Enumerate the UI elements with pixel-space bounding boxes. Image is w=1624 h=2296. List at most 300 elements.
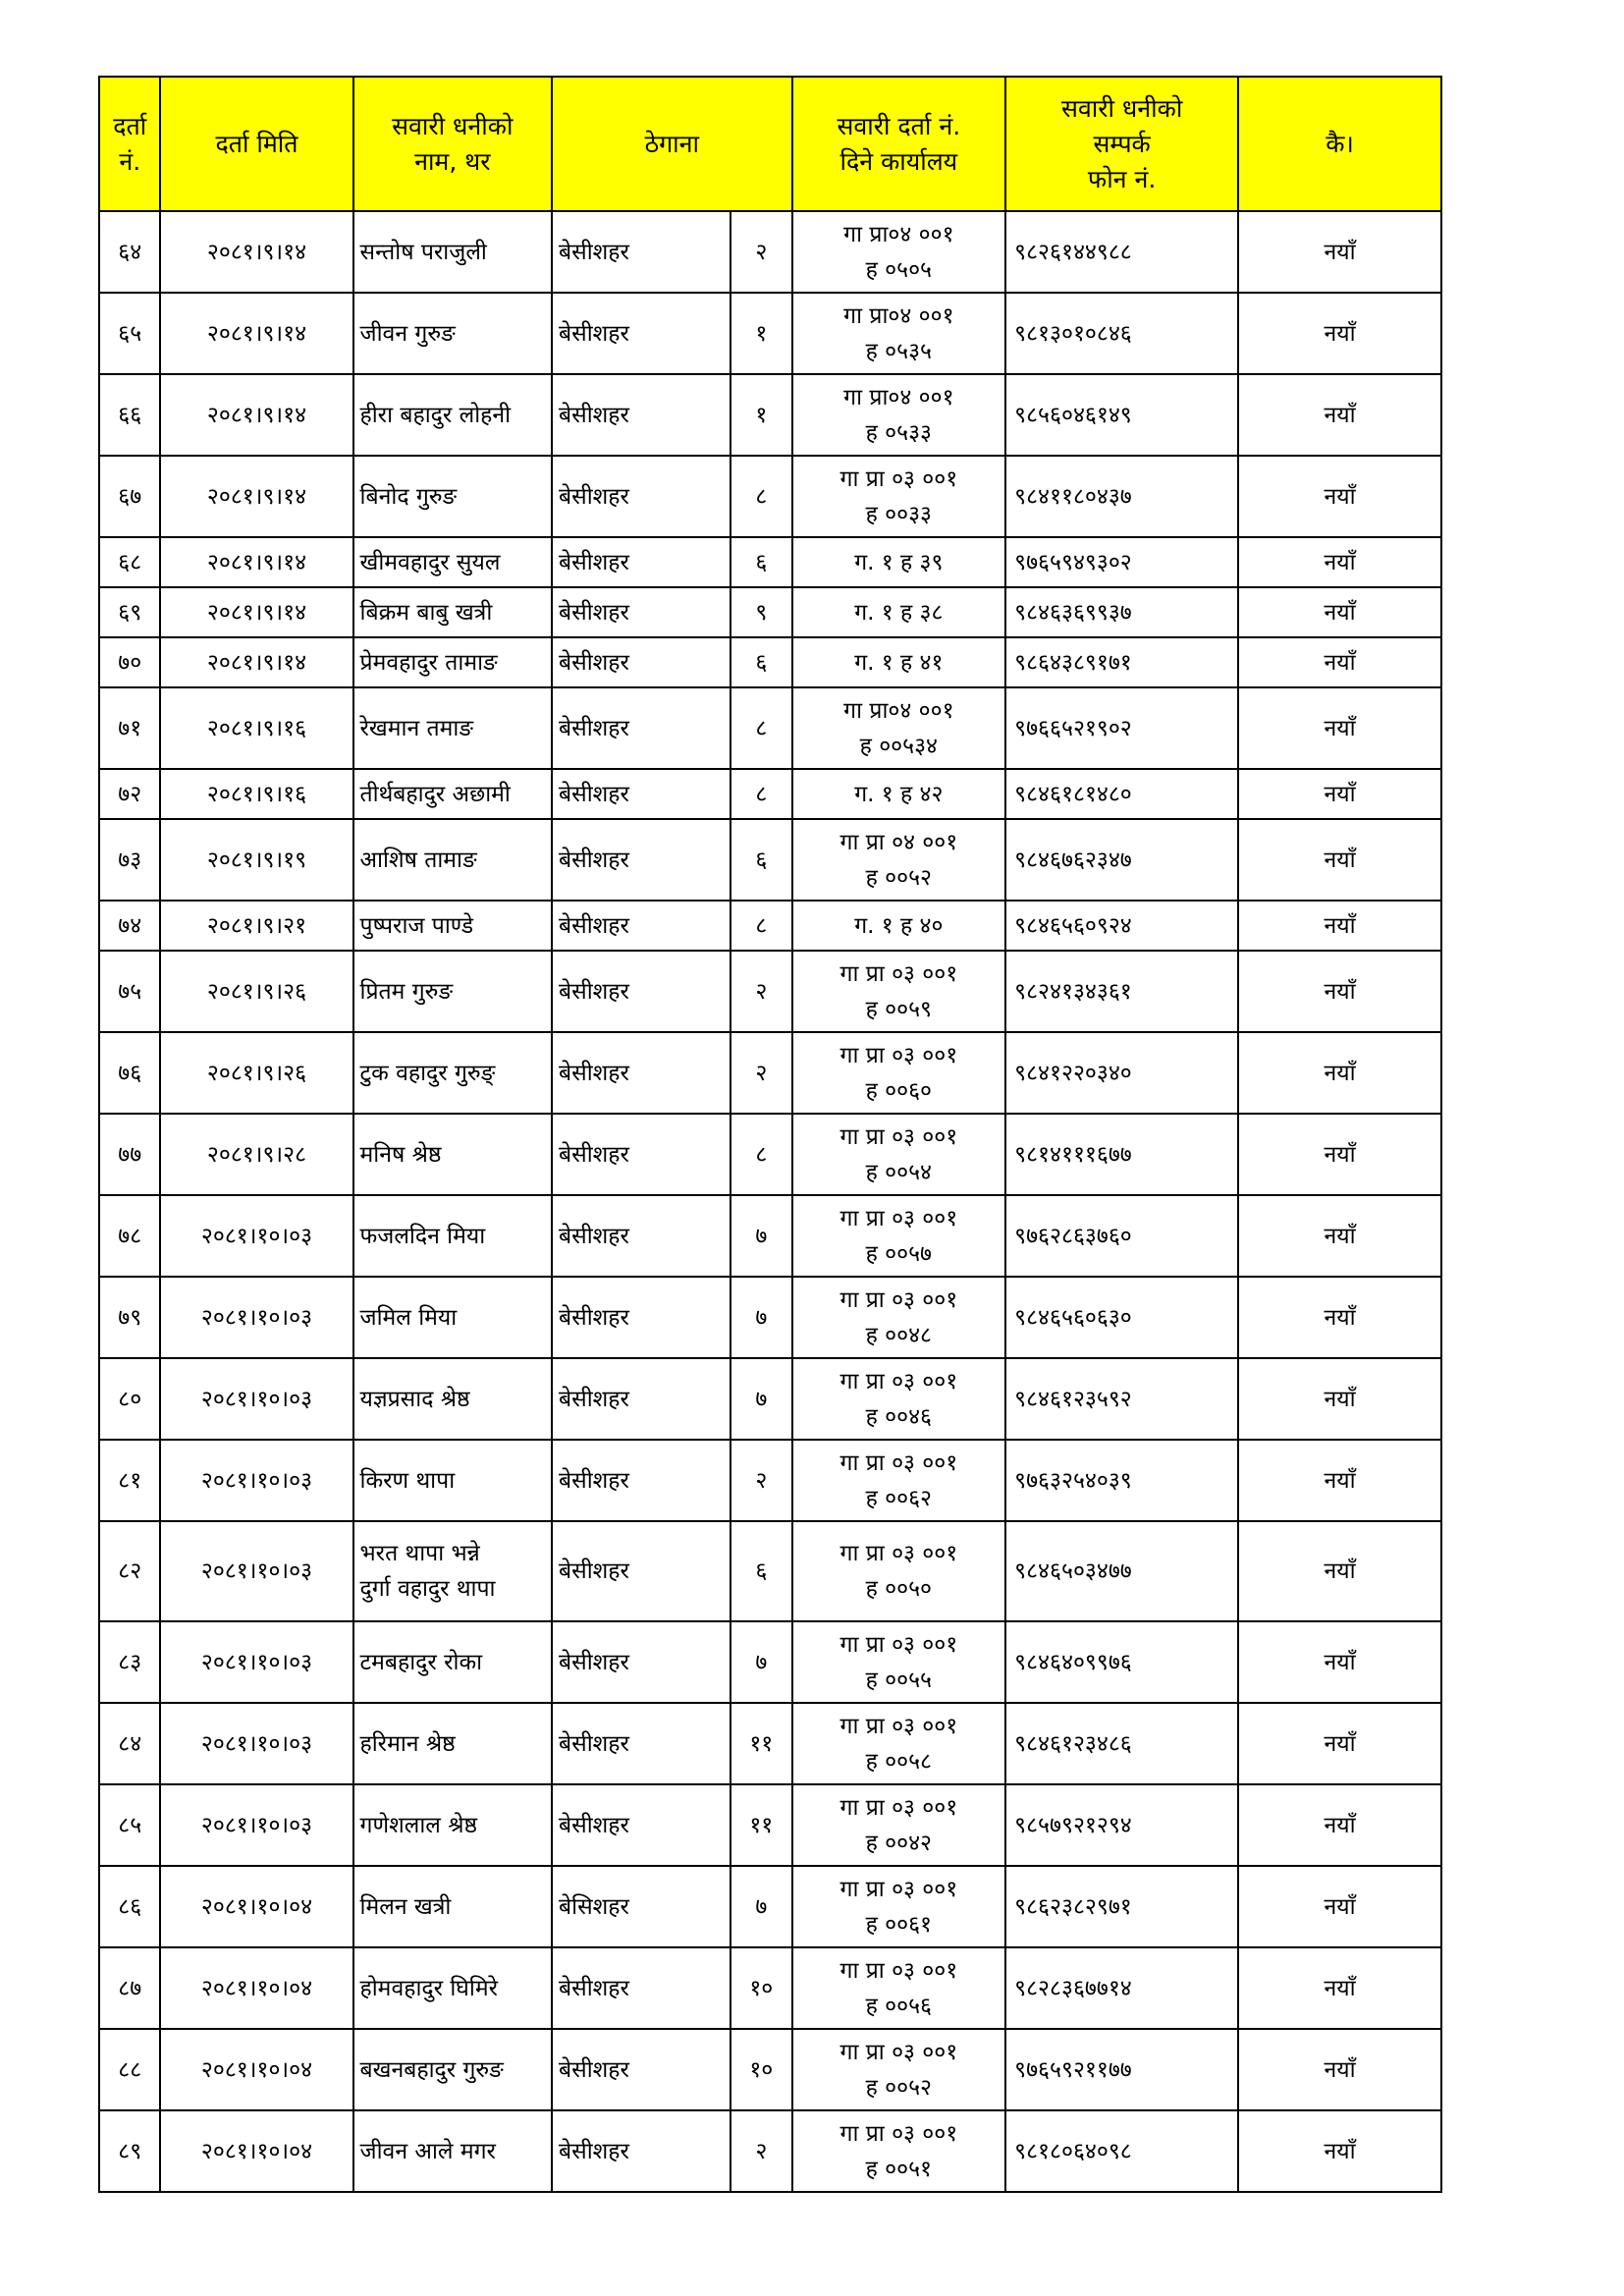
table-row <box>99 2029 1441 2110</box>
table-row <box>99 1947 1441 2029</box>
address-place-cell: बेसीशहर <box>552 901 731 951</box>
owner-name-cell <box>353 1621 553 1703</box>
address-ward-cell: ८ <box>731 769 791 819</box>
text-line: ठेगाना <box>644 129 699 158</box>
text-line: सन्तोष पराजुली <box>359 239 487 265</box>
text-line: ह ००५२ <box>865 864 933 891</box>
date-cell: २०८१।१०।०३ <box>160 1358 352 1440</box>
remark-cell: नयाँ <box>1238 637 1441 687</box>
remark-cell: नयाँ <box>1238 769 1441 819</box>
text-line: गा प्रा ०३ ००१ <box>839 1449 958 1476</box>
text-line: तीर्थबहादुर अछामी <box>359 781 511 807</box>
header-address <box>552 77 792 211</box>
office-cell <box>792 637 1006 687</box>
address-place-cell: बेसीशहर <box>552 1032 731 1114</box>
address-ward-cell: ७ <box>731 1358 791 1440</box>
text-line: होमवहादुर घिमिरे <box>359 1975 498 2001</box>
table-body <box>99 211 1441 2192</box>
owner-name-cell <box>353 537 553 587</box>
remark-cell: नयाँ <box>1238 1703 1441 1784</box>
date-cell: २०८१।१०।०३ <box>160 1703 352 1784</box>
table-row <box>99 211 1441 293</box>
text-line: ह ००४२ <box>865 1830 933 1856</box>
serial-no-cell: ६६ <box>99 374 160 456</box>
text-line: किरण थापा <box>359 1467 456 1494</box>
address-place-cell: बेसीशहर <box>552 1440 731 1521</box>
table-row <box>99 1440 1441 1521</box>
office-cell <box>792 456 1006 537</box>
text-line: ह ००५६ <box>865 1993 933 2019</box>
text-line: रेखमान तमाङ <box>359 715 473 741</box>
text-line: गा प्रा ०३ ००१ <box>839 960 958 987</box>
text-line: भरत थापा भन्ने <box>359 1541 480 1566</box>
owner-name-cell <box>353 211 553 293</box>
address-place-cell: बेसीशहर <box>552 637 731 687</box>
phone-cell: ९८४६१२३४८६ <box>1005 1703 1238 1784</box>
text-line: दुर्गा वहादुर थापा <box>359 1576 496 1602</box>
text-line: ह ००५८ <box>865 1748 933 1775</box>
address-place-cell: बेसीशहर <box>552 951 731 1032</box>
phone-cell: ९७६२८६३७६० <box>1005 1195 1238 1277</box>
text-line: फजलदिन मिया <box>359 1223 486 1249</box>
office-cell <box>792 769 1006 819</box>
text-line: ह ०५०५ <box>865 256 933 283</box>
address-place-cell: बेसीशहर <box>552 2110 731 2192</box>
owner-name-cell <box>353 769 553 819</box>
text-line: जीवन गुरुङ <box>359 320 456 347</box>
text-line: गा प्रा०४ ००१ <box>843 384 954 410</box>
text-line: टमबहादुर रोका <box>359 1649 483 1675</box>
address-place-cell: बेसीशहर <box>552 537 731 587</box>
address-place-cell: बेसीशहर <box>552 2029 731 2110</box>
table-row <box>99 293 1441 374</box>
address-place-cell: बेसीशहर <box>552 1521 731 1621</box>
owner-name-cell <box>353 587 553 637</box>
text-line: जीवन आले मगर <box>359 2138 496 2164</box>
owner-name-cell <box>353 1195 553 1277</box>
text-line: नं. <box>119 146 141 176</box>
table-row <box>99 901 1441 951</box>
address-ward-cell: २ <box>731 1032 791 1114</box>
date-cell: २०८१।९।१४ <box>160 211 352 293</box>
remark-cell: नयाँ <box>1238 2110 1441 2192</box>
office-cell <box>792 951 1006 1032</box>
text-line: ह ००६२ <box>865 1485 933 1511</box>
office-cell <box>792 2029 1006 2110</box>
office-cell <box>792 211 1006 293</box>
text-line: गा प्रा०४ ००१ <box>843 221 954 247</box>
table-row <box>99 1784 1441 1866</box>
text-line: गा प्रा०४ ००१ <box>843 302 954 329</box>
office-cell <box>792 2110 1006 2192</box>
serial-no-cell: ७५ <box>99 951 160 1032</box>
date-cell: २०८१।१०।०४ <box>160 1866 352 1947</box>
serial-no-cell: ८० <box>99 1358 160 1440</box>
address-ward-cell: २ <box>731 211 791 293</box>
serial-no-cell: ६७ <box>99 456 160 537</box>
table-row <box>99 1621 1441 1703</box>
remark-cell: नयाँ <box>1238 456 1441 537</box>
text-line: नाम, थर <box>414 146 491 176</box>
owner-name-cell <box>353 901 553 951</box>
text-line: गा प्रा ०३ ००१ <box>839 1713 958 1739</box>
text-line: ह ००३३ <box>865 501 933 527</box>
date-cell: २०८१।९।१४ <box>160 637 352 687</box>
phone-cell: ९८१३०१०८४६ <box>1005 293 1238 374</box>
address-place-cell: बेसीशहर <box>552 1703 731 1784</box>
owner-name-cell <box>353 819 553 901</box>
remark-cell: नयाँ <box>1238 2029 1441 2110</box>
phone-cell: ९८४६५६०९२४ <box>1005 901 1238 951</box>
text-line: गा प्रा ०३ ००१ <box>839 2120 958 2147</box>
table-row <box>99 637 1441 687</box>
address-place-cell: बेसीशहर <box>552 1195 731 1277</box>
address-place-cell: बेसीशहर <box>552 819 731 901</box>
address-ward-cell: ६ <box>731 819 791 901</box>
address-place-cell: बेसिशहर <box>552 1866 731 1947</box>
serial-no-cell: ७६ <box>99 1032 160 1114</box>
phone-cell: ९७६६५२१९०२ <box>1005 687 1238 769</box>
date-cell: २०८१।९।२८ <box>160 1114 352 1195</box>
table-row <box>99 769 1441 819</box>
text-line: सवारी धनीको <box>392 111 514 140</box>
text-line: खीमवहादुर सुयल <box>359 549 501 575</box>
header-owner-name <box>353 77 553 211</box>
address-place-cell: बेसीशहर <box>552 293 731 374</box>
phone-cell: ९८५७९२१२९४ <box>1005 1784 1238 1866</box>
text-line: गा प्रा ०३ ००१ <box>839 1205 958 1231</box>
text-line: गा प्रा ०४ ००१ <box>839 829 958 855</box>
text-line: सवारी दर्ता नं. <box>837 111 961 140</box>
serial-no-cell: ७४ <box>99 901 160 951</box>
phone-cell: ९८१४१११६७७ <box>1005 1114 1238 1195</box>
date-cell: २०८१।९।१६ <box>160 687 352 769</box>
serial-no-cell: ८७ <box>99 1947 160 2029</box>
office-cell <box>792 1277 1006 1358</box>
date-cell: २०८१।१०।०४ <box>160 2029 352 2110</box>
serial-no-cell: ७० <box>99 637 160 687</box>
text-line: जमिल मिया <box>359 1304 458 1331</box>
text-line: ह ००५४ <box>865 1159 933 1185</box>
serial-no-cell: ७१ <box>99 687 160 769</box>
owner-name-cell <box>353 456 553 537</box>
phone-cell: ९८४६४०९९७६ <box>1005 1621 1238 1703</box>
remark-cell: नयाँ <box>1238 1621 1441 1703</box>
text-line: सम्पर्क <box>1093 129 1151 158</box>
address-ward-cell: १० <box>731 2029 791 2110</box>
serial-no-cell: ८६ <box>99 1866 160 1947</box>
text-line: गणेशलाल श्रेष्ठ <box>359 1812 478 1838</box>
text-line: ह ००६० <box>865 1077 933 1104</box>
address-place-cell: बेसीशहर <box>552 1621 731 1703</box>
text-line: मिलन खत्री <box>359 1893 452 1920</box>
text-line: टुक वहादुर गुरुङ् <box>359 1060 496 1086</box>
phone-cell: ९८४११८०४३७ <box>1005 456 1238 537</box>
text-line: हरिमान श्रेष्ठ <box>359 1730 456 1757</box>
text-line: गा प्रा०४ ००१ <box>843 697 954 724</box>
office-cell <box>792 687 1006 769</box>
remark-cell: नयाँ <box>1238 537 1441 587</box>
office-cell <box>792 819 1006 901</box>
remark-cell: नयाँ <box>1238 1521 1441 1621</box>
office-cell <box>792 374 1006 456</box>
date-cell: २०८१।१०।०४ <box>160 2110 352 2192</box>
date-cell: २०८१।१०।०३ <box>160 1195 352 1277</box>
text-line: प्रेमवहादुर तामाङ <box>359 649 498 676</box>
date-cell: २०८१।१०।०३ <box>160 1440 352 1521</box>
phone-cell: ९८४६३६९९३७ <box>1005 587 1238 637</box>
address-ward-cell: ११ <box>731 1784 791 1866</box>
text-line: गा प्रा ०३ ००१ <box>839 1541 958 1566</box>
remark-cell: नयाँ <box>1238 687 1441 769</box>
owner-name-cell <box>353 1277 553 1358</box>
table-header-row <box>99 77 1441 211</box>
address-ward-cell: १० <box>731 1947 791 2029</box>
table-row <box>99 1032 1441 1114</box>
remark-cell: नयाँ <box>1238 1784 1441 1866</box>
address-ward-cell: १ <box>731 374 791 456</box>
serial-no-cell: ८४ <box>99 1703 160 1784</box>
owner-name-cell <box>353 1784 553 1866</box>
date-cell: २०८१।१०।०३ <box>160 1784 352 1866</box>
office-cell <box>792 1114 1006 1195</box>
remark-cell: नयाँ <box>1238 819 1441 901</box>
owner-name-cell <box>353 951 553 1032</box>
remark-cell: नयाँ <box>1238 1358 1441 1440</box>
address-ward-cell: ८ <box>731 687 791 769</box>
table-row <box>99 1195 1441 1277</box>
owner-name-cell <box>353 637 553 687</box>
date-cell: २०८१।९।१४ <box>160 374 352 456</box>
remark-cell: नयाँ <box>1238 1114 1441 1195</box>
serial-no-cell: ७८ <box>99 1195 160 1277</box>
date-cell: २०८१।९।१४ <box>160 537 352 587</box>
address-ward-cell: ८ <box>731 901 791 951</box>
serial-no-cell: ७३ <box>99 819 160 901</box>
phone-cell: ९७६५९२११७७ <box>1005 2029 1238 2110</box>
text-line: पुष्पराज पाण्डे <box>359 912 474 939</box>
text-line: ह ००५९ <box>865 996 933 1022</box>
address-place-cell: बेसीशहर <box>552 374 731 456</box>
address-place-cell: बेसीशहर <box>552 1947 731 2029</box>
phone-cell: ९८४६१२३५९२ <box>1005 1358 1238 1440</box>
office-cell <box>792 901 1006 951</box>
text-line: गा प्रा ०३ ००१ <box>839 1794 958 1821</box>
text-line: ग. १ ह ४२ <box>854 781 944 807</box>
phone-cell: ९८२८३६७७१४ <box>1005 1947 1238 2029</box>
text-line: फोन नं. <box>1087 164 1157 193</box>
address-place-cell: बेसीशहर <box>552 769 731 819</box>
text-line: गा प्रा ०३ ००१ <box>839 1286 958 1313</box>
table-row <box>99 374 1441 456</box>
address-ward-cell: २ <box>731 951 791 1032</box>
text-line: ह ००५० <box>865 1576 933 1602</box>
text-line: ह ००५२ <box>865 2074 933 2101</box>
date-cell: २०८१।९।१६ <box>160 769 352 819</box>
table-row <box>99 537 1441 587</box>
date-cell: २०८१।१०।०३ <box>160 1621 352 1703</box>
table-row <box>99 1521 1441 1621</box>
date-cell: २०८१।१०।०३ <box>160 1277 352 1358</box>
address-ward-cell: २ <box>731 1440 791 1521</box>
text-line: ह ००५१ <box>865 2156 933 2182</box>
table-row <box>99 456 1441 537</box>
text-line: गा प्रा ०३ ००१ <box>839 1123 958 1150</box>
phone-cell: ९८४६१८१४८० <box>1005 769 1238 819</box>
address-ward-cell: ७ <box>731 1277 791 1358</box>
text-line: ह ००६१ <box>865 1911 933 1938</box>
header-registration-office <box>792 77 1006 211</box>
owner-name-cell <box>353 1703 553 1784</box>
text-line: ह ००४८ <box>865 1322 933 1348</box>
text-line: मनिष श्रेष्ठ <box>359 1141 442 1168</box>
office-cell <box>792 1440 1006 1521</box>
serial-no-cell: ६४ <box>99 211 160 293</box>
address-ward-cell: ११ <box>731 1703 791 1784</box>
address-place-cell: बेसीशहर <box>552 456 731 537</box>
header-serial-no <box>99 77 160 211</box>
date-cell: २०८१।९।१४ <box>160 456 352 537</box>
text-line: ग. १ ह ३९ <box>854 549 944 575</box>
remark-cell: नयाँ <box>1238 1032 1441 1114</box>
office-cell <box>792 1866 1006 1947</box>
text-line: यज्ञप्रसाद श्रेष्ठ <box>359 1386 470 1412</box>
owner-name-cell <box>353 1866 553 1947</box>
serial-no-cell: ६८ <box>99 537 160 587</box>
address-ward-cell: ८ <box>731 456 791 537</box>
owner-name-cell <box>353 2110 553 2192</box>
address-ward-cell: ६ <box>731 1521 791 1621</box>
address-ward-cell: १ <box>731 293 791 374</box>
office-cell <box>792 1784 1006 1866</box>
text-line: बखनबहादुर गुरुङ <box>359 2056 504 2083</box>
header-owner-phone <box>1005 77 1238 211</box>
text-line: गा प्रा ०३ ००१ <box>839 1876 958 1902</box>
serial-no-cell: ६९ <box>99 587 160 637</box>
address-ward-cell: ९ <box>731 587 791 637</box>
phone-cell: ९७६५९४९३०२ <box>1005 537 1238 587</box>
owner-name-cell <box>353 1440 553 1521</box>
text-line: गा प्रा ०३ ००१ <box>839 2039 958 2065</box>
serial-no-cell: ८८ <box>99 2029 160 2110</box>
table-row <box>99 1866 1441 1947</box>
text-line: गा प्रा ०३ ००१ <box>839 1368 958 1394</box>
address-place-cell: बेसीशहर <box>552 687 731 769</box>
remark-cell: नयाँ <box>1238 1947 1441 2029</box>
address-place-cell: बेसीशहर <box>552 1114 731 1195</box>
phone-cell: ९८५६०४६१४९ <box>1005 374 1238 456</box>
text-line: बिनोद गुरुङ <box>359 483 458 510</box>
text-line: ह ००५३४ <box>859 733 938 759</box>
date-cell: २०८१।९।२६ <box>160 951 352 1032</box>
date-cell: २०८१।९।२६ <box>160 1032 352 1114</box>
serial-no-cell: ६५ <box>99 293 160 374</box>
owner-name-cell <box>353 1521 553 1621</box>
address-ward-cell: ८ <box>731 1114 791 1195</box>
address-place-cell: बेसीशहर <box>552 587 731 637</box>
phone-cell: ९८६२३८२९७१ <box>1005 1866 1238 1947</box>
date-cell: २०८१।९।१४ <box>160 587 352 637</box>
owner-name-cell <box>353 1032 553 1114</box>
serial-no-cell: ७७ <box>99 1114 160 1195</box>
text-line: ग. १ ह ४१ <box>854 649 944 676</box>
text-line: ह ००५७ <box>865 1240 933 1267</box>
text-line: गा प्रा ०३ ००१ <box>839 1042 958 1068</box>
phone-cell: ९८१८०६४०९८ <box>1005 2110 1238 2192</box>
table-row <box>99 1358 1441 1440</box>
text-line: कै। <box>1326 129 1354 158</box>
owner-name-cell <box>353 1947 553 2029</box>
owner-name-cell <box>353 1358 553 1440</box>
table-row <box>99 1277 1441 1358</box>
address-ward-cell: ६ <box>731 537 791 587</box>
date-cell: २०८१।१०।०३ <box>160 1521 352 1621</box>
text-line: दिने कार्यालय <box>839 146 958 176</box>
text-line: ह ००४६ <box>865 1403 933 1430</box>
table-row <box>99 1703 1441 1784</box>
table-row <box>99 819 1441 901</box>
remark-cell: नयाँ <box>1238 587 1441 637</box>
remark-cell: नयाँ <box>1238 901 1441 951</box>
address-place-cell: बेसीशहर <box>552 1277 731 1358</box>
owner-name-cell <box>353 293 553 374</box>
office-cell <box>792 1358 1006 1440</box>
remark-cell: नयाँ <box>1238 1195 1441 1277</box>
owner-name-cell <box>353 374 553 456</box>
phone-cell: ९८२६१४४९८८ <box>1005 211 1238 293</box>
date-cell: २०८१।९।२१ <box>160 901 352 951</box>
office-cell <box>792 587 1006 637</box>
header-remark <box>1238 77 1441 211</box>
serial-no-cell: ८५ <box>99 1784 160 1866</box>
table-row <box>99 2110 1441 2192</box>
address-ward-cell: ६ <box>731 637 791 687</box>
text-line: ह ०५३५ <box>865 338 933 364</box>
text-line: गा प्रा ०३ ००१ <box>839 465 958 492</box>
vehicle-registration-table <box>98 76 1442 2193</box>
address-place-cell: बेसीशहर <box>552 1358 731 1440</box>
remark-cell: नयाँ <box>1238 374 1441 456</box>
remark-cell: नयाँ <box>1238 1866 1441 1947</box>
text-line: बिक्रम बाबु खत्री <box>359 599 493 626</box>
phone-cell: ९८४६५०३४७७ <box>1005 1521 1238 1621</box>
office-cell <box>792 1703 1006 1784</box>
date-cell: २०८१।१०।०४ <box>160 1947 352 2029</box>
table-row <box>99 1114 1441 1195</box>
remark-cell: नयाँ <box>1238 951 1441 1032</box>
text-line: गा प्रा ०३ ००१ <box>839 1631 958 1658</box>
owner-name-cell <box>353 1114 553 1195</box>
address-ward-cell: ७ <box>731 1866 791 1947</box>
phone-cell: ९८४६७६२३४७ <box>1005 819 1238 901</box>
text-line: ह ००५५ <box>865 1667 933 1693</box>
text-line: दर्ता मिति <box>215 129 298 158</box>
office-cell <box>792 1195 1006 1277</box>
serial-no-cell: ८९ <box>99 2110 160 2192</box>
serial-no-cell: ८१ <box>99 1440 160 1521</box>
office-cell <box>792 1032 1006 1114</box>
office-cell <box>792 1947 1006 2029</box>
serial-no-cell: ७९ <box>99 1277 160 1358</box>
phone-cell: ९८२४१३४३६१ <box>1005 951 1238 1032</box>
owner-name-cell <box>353 2029 553 2110</box>
text-line: ह ०५३३ <box>865 419 933 446</box>
phone-cell: ९८६४३८९१७१ <box>1005 637 1238 687</box>
text-line: ग. १ ह ४० <box>854 912 944 939</box>
address-ward-cell: ७ <box>731 1195 791 1277</box>
header-registration-date <box>160 77 352 211</box>
address-place-cell: बेसीशहर <box>552 211 731 293</box>
